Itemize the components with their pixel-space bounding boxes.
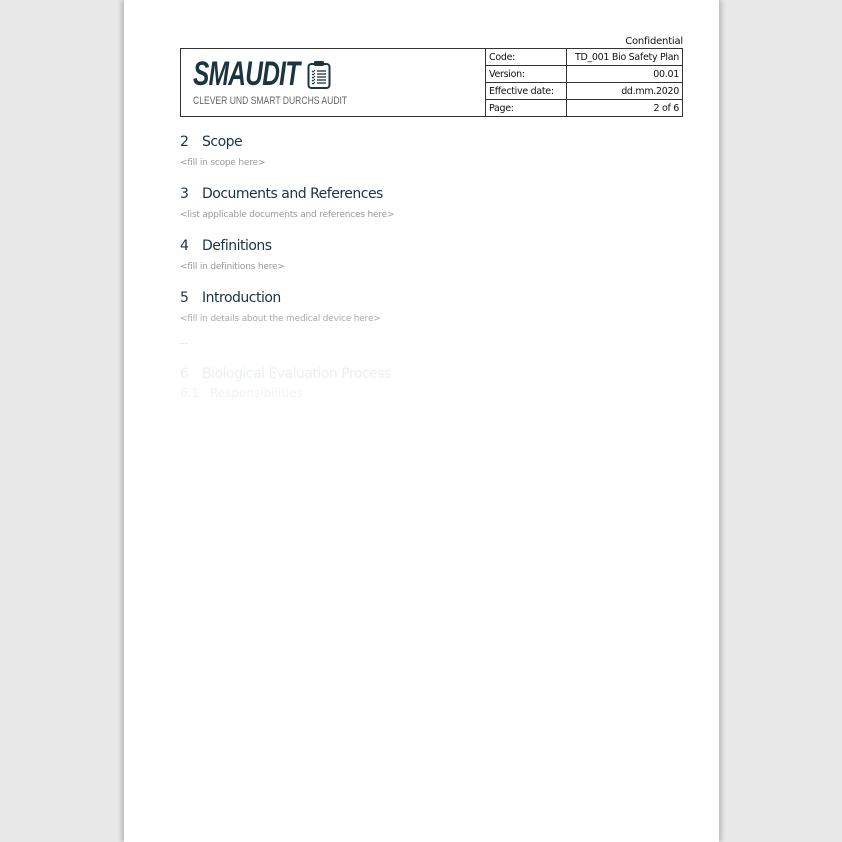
- clipboard-checklist-icon: [307, 60, 331, 90]
- section-number: 4: [180, 238, 189, 254]
- section-placeholder: <fill in scope here>: [180, 158, 266, 168]
- section-title: Documents and References: [202, 186, 383, 202]
- section-documents-references: [180, 184, 683, 236]
- section-scope: [180, 132, 683, 184]
- document-header-table: [180, 48, 683, 117]
- meta-row-version: [486, 66, 682, 83]
- meta-row-code: [486, 49, 682, 66]
- section-number: 3: [180, 186, 189, 202]
- document-page: [124, 0, 719, 842]
- section-number: 5: [180, 290, 189, 306]
- document-meta: [486, 49, 682, 116]
- meta-row-effective-date: [486, 83, 682, 100]
- logo-wordmark: SMAUDIT: [193, 55, 300, 93]
- logo-cell: [181, 49, 486, 116]
- confidential-label: Confidential: [625, 36, 683, 47]
- section-title: Biological Evaluation Process: [202, 366, 391, 382]
- section-placeholder: <list applicable documents and references here>: [180, 210, 395, 220]
- meta-value: TD_001 Bio Safety Plan: [574, 51, 679, 63]
- section-number: 2: [180, 134, 189, 150]
- section-placeholder: <fill in definitions here>: [180, 262, 285, 272]
- section-number: 6: [180, 366, 189, 382]
- meta-label: Page:: [486, 100, 567, 116]
- logo-tagline: CLEVER UND SMART DURCHS AUDIT: [193, 95, 348, 107]
- section-title: Introduction: [202, 290, 281, 306]
- subsection-heading: [180, 386, 683, 400]
- section-heading: [180, 132, 683, 152]
- meta-value: dd.mm.2020: [621, 85, 679, 97]
- section-title: Definitions: [202, 238, 272, 254]
- section-heading: [180, 236, 683, 256]
- section-placeholder: <fill in details about the medical device here>: [180, 314, 381, 324]
- section-definitions: [180, 236, 683, 288]
- section-heading: [180, 364, 683, 384]
- section-biological-evaluation: [180, 364, 683, 400]
- subsection-number: 6.1: [180, 386, 200, 400]
- section-heading: [180, 184, 683, 204]
- meta-value: 2 of 6: [653, 102, 679, 114]
- document-body: [180, 132, 683, 400]
- section-heading: [180, 288, 683, 308]
- subsection-title: Responsibilities: [210, 386, 303, 400]
- meta-value: 00.01: [653, 68, 679, 80]
- ellipsis-text: ...: [180, 336, 188, 346]
- section-title: Scope: [202, 134, 243, 150]
- section-introduction: [180, 288, 683, 364]
- meta-row-page: [486, 100, 682, 116]
- meta-label: Code:: [486, 49, 567, 65]
- meta-label: Version:: [486, 66, 567, 82]
- meta-label: Effective date:: [486, 83, 567, 99]
